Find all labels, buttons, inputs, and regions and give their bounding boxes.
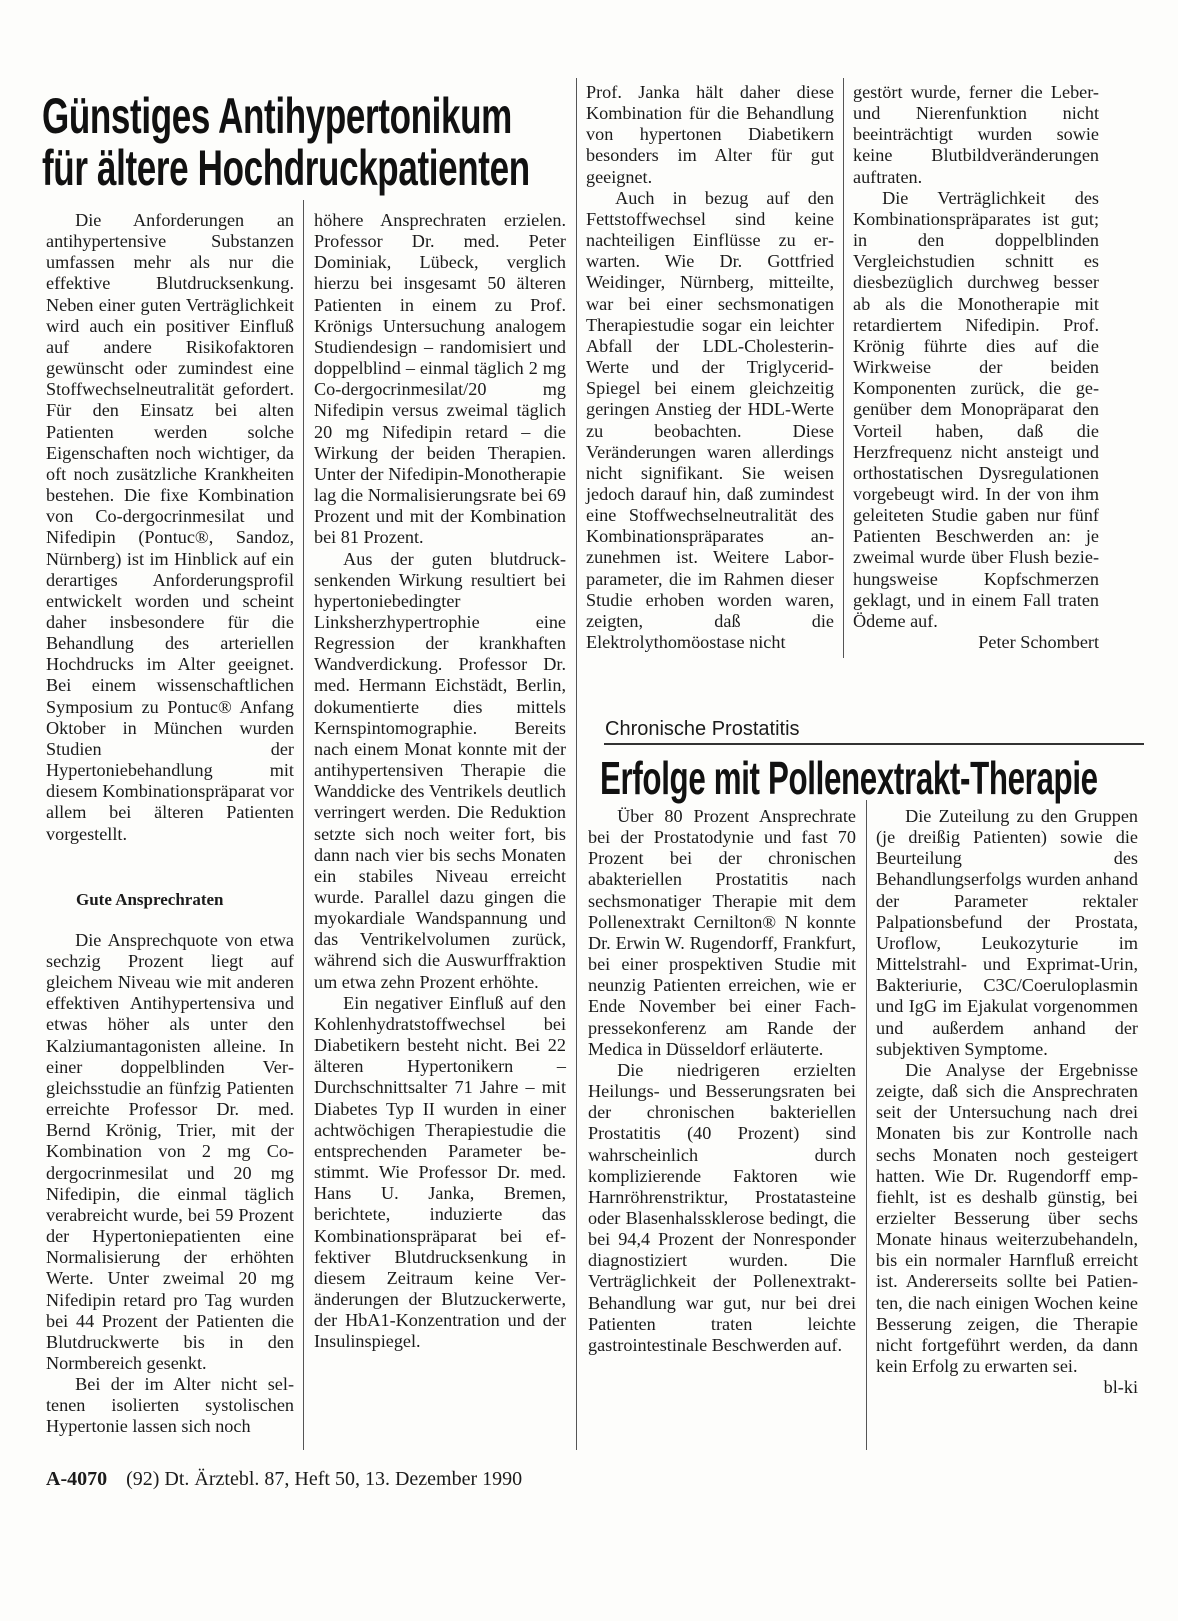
article2-column-1 — [588, 806, 856, 1356]
article2-column-2 — [876, 806, 1138, 1398]
paragraph: Ein negativer Einfluß auf den Kohlenhydratstoffwechsel bei Diabetikern besteht nicht. Bei 22 älteren Hypertonikern – Durchschnittsalter 71 Jahre – mit Diabetes Typ II wurden in einer achtwöchigen Therapiestudie die entsprechenden Parameter bestimmt. Wie Professor Dr. med. Hans U. Janka, Bremen, berichtete, induzierte das Kombinationspräparat bei effektiver Blutdrucksenkung in diesem Zeitraum keine Veränderungen der Blutzuckerwerte, der HbA1-Konzentration und der Insulinspiegel. — [314, 992, 566, 1352]
article1-column-1 — [46, 210, 294, 1438]
paragraph: Über 80 Prozent Ansprechrate bei der Prostatodynie und fast 70 Prozent bei der chronischen abakteriellen Prostatitis nach sechsmonatiger Therapie mit dem Pollenextrakt Cernilton® N konnte Dr. Erwin W. Rugendorff, Frankfurt, bei einer prospektiven Studie mit neunzig Patienten erreichen, wie er Ende November bei einer Fachpressekonferenz am Rande der Medica in Düsseldorf erläuterte. — [588, 806, 856, 1059]
article2-kicker: Chronische Prostatitis — [605, 718, 800, 740]
article1-column-4 — [853, 82, 1099, 653]
kicker-underline — [604, 743, 1144, 745]
paragraph: Prof. Janka hält daher diese Kombination für die Behandlung von hypertonen Diabetikern besonders im Alter für gut geeignet. — [586, 82, 834, 187]
journal-citation: (92) Dt. Ärztebl. 87, Heft 50, 13. Dezember 1990 — [126, 1468, 523, 1490]
article1-column-2 — [314, 210, 566, 1352]
page-footer — [46, 1468, 522, 1491]
column-rule — [843, 78, 844, 658]
author-signature: bl-ki — [1103, 1377, 1138, 1398]
column-rule — [576, 78, 577, 1450]
paragraph: Die Analyse der Ergebnisse zeigte, daß sich die Ansprechraten seit der Untersuchung nach drei Monaten bis zur Kontrolle nach sechs Monaten noch gesteigert hatten. Wie Dr. Rugendorff empfiehlt, ist es deshalb günstig, bei erzielter Besserung über sechs Monate hinaus weiterzubehandeln, bis ein normaler Harnfluß erreicht ist. Andererseits sollte bei Patienten, die nach einigen Wochen keine Besserung zeigen, die Therapie nicht fortgeführt werden, da dann kein Erfolg zu erwarten sei. — [876, 1059, 1138, 1377]
paragraph: gestört wurde, ferner die Leber- und Nierenfunktion nicht beeinträchtigt wurden sowie keine Blutbildveränderungen auftraten. — [853, 82, 1099, 187]
paragraph: höhere Ansprechraten erzielen. Professor Dr. med. Peter Dominiak, Lübeck, verglich hierzu bei insgesamt 50 älteren Patienten in einem zu Prof. Krönigs Untersuchung analogem Studiendesign – randomisiert und doppelblind – einmal täglich 2 mg Co-dergocrinmesilat/20 mg Nifedipin versus zweimal täglich 20 mg Nifedipin retard – die Wirkung der beiden Therapien. Unter der Nifedipin-Monotherapie lag die Normalisierungsrate bei 69 Prozent und mit der Kombination bei 81 Prozent. — [314, 210, 566, 548]
section-subheading: Gute Ansprechraten — [76, 889, 224, 909]
article1-column-3 — [586, 82, 834, 653]
article2-title: Erfolge mit Pollenextrakt-Therapie — [600, 752, 1098, 804]
paragraph: Die Zuteilung zu den Gruppen (je dreißig Patienten) sowie die Beurteilung des Behandlungserfolgs wurden anhand der Parameter rektaler Palpationsbefund der Prostata, Uroflow, Leukozyturie im Mittelstrahl- und Exprimat-Urin, Bakteriurie, C3C/Coeruloplasmin und IgG im Ejakulat vorgenommen und außerdem anhand der subjektiven Symptome. — [876, 806, 1138, 1059]
author-signature: Peter Schombert — [978, 632, 1099, 653]
page-id: A-4070 — [46, 1468, 108, 1490]
paragraph: Bei der im Alter nicht seltenen isolierten systolischen Hypertonie lassen sich noch — [46, 1374, 294, 1437]
article1-title-line2: für ältere Hochdruckpatienten — [42, 140, 530, 196]
paragraph: Die Anforderungen an antihypertensive Substanzen umfassen mehr als nur die effektive Blutdrucksenkung. Neben einer guten Verträglichkeit wird auch ein positiver Einfluß auf andere Risikofaktoren gewünscht oder zumindest eine Stoffwechselneutralität gefordert. Für den Einsatz bei alten Patienten werden solche Eigenschaften noch wichtiger, da oft noch zusätzliche Krankheiten bestehen. Die fixe Kombination von Co-dergocrinmesilat und Nifedipin (Pontuc®, Sandoz, Nürnberg) ist im Hinblick auf ein derartiges Anforderungsprofil entwickelt worden und scheint daher insbesondere für die Behandlung des arteriellen Hochdrucks im Alter geeignet. Bei einem wissenschaftlichen Symposium zu Pontuc® Anfang Oktober in München wurden Studien der Hypertoniebehandlung mit diesem Kombinationspräparat vor allem bei älteren Patienten vorgestellt. — [46, 210, 294, 844]
column-rule — [866, 800, 867, 1450]
paragraph: Aus der guten blutdrucksenkenden Wirkung resultiert bei hypertoniebedingter Linksherzhypertrophie eine Regression der krankhaften Wandverdickung. Professor Dr. med. Hermann Eichstädt, Berlin, dokumentierte dies mittels Kernspintomographie. Bereits nach einem Monat konnte mit der antihypertensiven Therapie die Wanddicke des Ventrikels deutlich verringert werden. Die Reduktion setzte sich noch weiter fort, bis dann nach vier bis sechs Monaten ein stabiles Niveau erreicht wurde. Parallel dazu gingen die myokardiale Wandspannung und das Ventrikelvolumen zurück, während sich die Auswurffraktion um etwa zehn Prozent erhöhte. — [314, 548, 566, 992]
paragraph: Die Verträglichkeit des Kombinationspräparates ist gut; in den doppelblinden Vergleichstudien schnitt es diesbezüglich durchweg besser ab als die Monotherapie mit retardiertem Nifedipin. Prof. Krönig führte dies auf die Wirkweise der beiden Komponenten zurück, die gegenüber dem Monopräparat den Vorteil haben, daß die Herzfrequenz nicht ansteigt und orthostatischen Dysregulationen vorgebeugt wird. In der von ihm geleiteten Studie gaben nur fünf Patienten Beschwerden an: je zweimal wurde über Flush beziehungsweise Kopfschmerzen geklagt, und in einem Fall traten Ödeme auf. — [853, 187, 1099, 631]
column-rule — [303, 200, 304, 1450]
paragraph: Die niedrigeren erzielten Heilungs- und Besserungsraten bei der chronischen bakteriellen Prostatitis (40 Prozent) sind wahrscheinlich durch komplizierende Faktoren wie Harnröhrenstriktur, Prostatasteine oder Blasenhalssklerose bedingt, die bei 94,4 Prozent der Nonresponder diagnostiziert wurden. Die Verträglichkeit der Pollenextrakt-Behandlung war gut, nur bei drei Patienten traten leichte gastrointestinale Beschwerden auf. — [588, 1059, 856, 1355]
article1-title-line1: Günstiges Antihypertonikum — [42, 88, 512, 144]
paragraph: Die Ansprechquote von etwa sechzig Prozent liegt auf gleichem Niveau wie mit anderen effektiven Antihypertensiva und etwas höher als unter den Kalziumantagonisten alleine. In einer doppelblinden Vergleichsstudie an fünfzig Patienten erreichte Professor Dr. med. Bernd Krönig, Trier, mit der Kombination von 2 mg Co-dergocrinmesilat und 20 mg Nifedipin, die einmal täglich verabreicht wurde, bei 59 Prozent der Hypertoniepatienten eine Normalisierung der erhöhten Werte. Unter zweimal 20 mg Nifedipin retard pro Tag wurden bei 44 Prozent der Patienten die Blutdruckwerte bis in den Normbereich gesenkt. — [46, 929, 294, 1373]
paragraph: Auch in bezug auf den Fettstoffwechsel sind keine nachteiligen Einflüsse zu erwarten. Wie Dr. Gottfried Weidinger, Nürnberg, mitteilte, war bei einer sechsmonatigen Therapiestudie sogar ein leichter Abfall der LDL-Cholesterin-Werte und der Triglycerid-Spiegel bei einem gleichzeitig geringen Anstieg der HDL-Werte zu beobachten. Diese Veränderungen waren allerdings nicht signifikant. Sie weisen jedoch darauf hin, daß zumindest eine Stoffwechselneutralität des Kombinationspräparates anzunehmen ist. Weitere Laborparameter, die im Rahmen dieser Studie erhoben worden waren, zeigten, daß die Elektrolythomöostase nicht — [586, 187, 834, 653]
